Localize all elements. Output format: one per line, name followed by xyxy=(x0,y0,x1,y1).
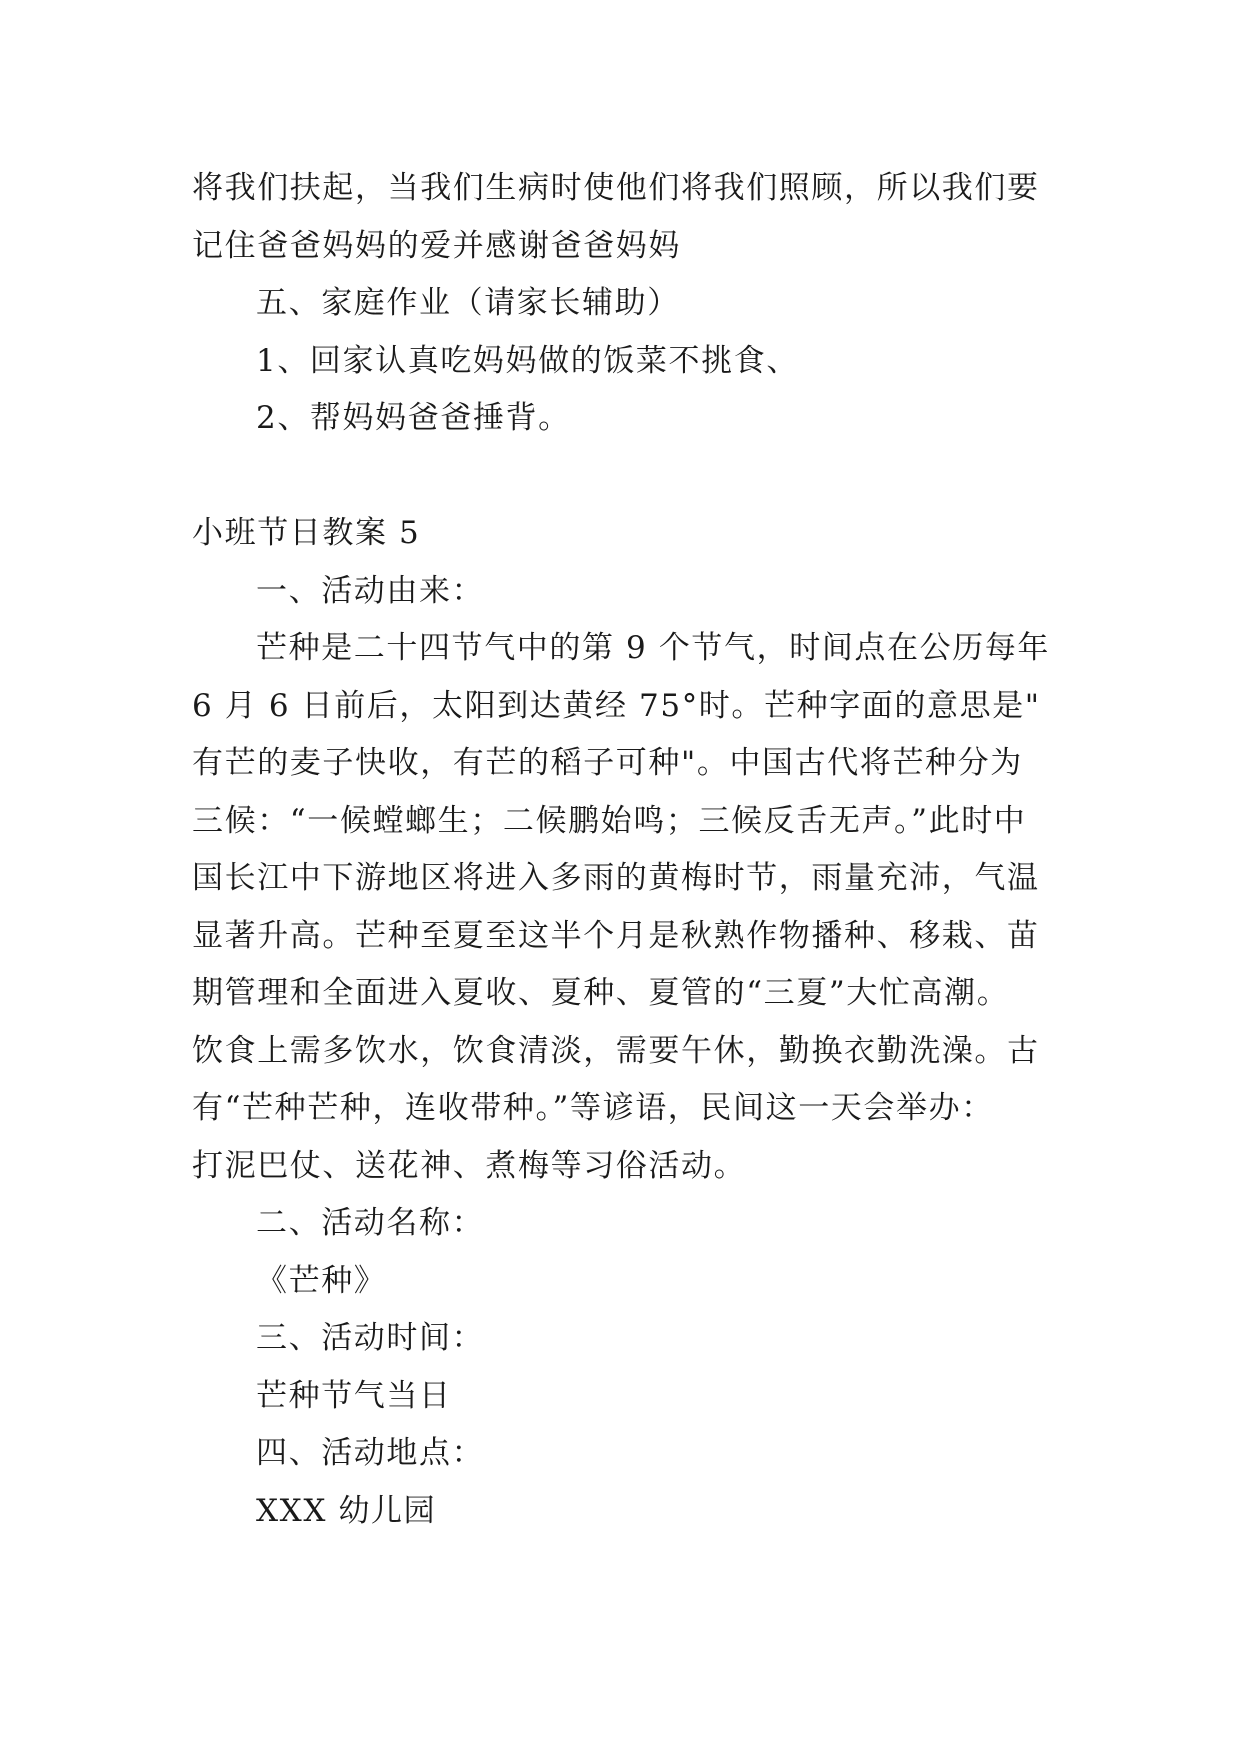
activity-name-heading: 二、活动名称： xyxy=(256,1205,485,1241)
body-text-line: 芒种是二十四节气中的第 9 个节气，时间点在公历每年 xyxy=(256,630,1051,666)
body-text-line: 6 月 6 日前后，太阳到达黄经 75°时。芒种字面的意思是" xyxy=(192,687,1041,724)
body-text-line: 记住爸爸妈妈的爱并感谢爸爸妈妈 xyxy=(192,227,681,264)
section-spacer xyxy=(192,448,1072,506)
activity-time-heading: 三、活动时间： xyxy=(256,1320,485,1356)
activity-place-heading: 四、活动地点： xyxy=(256,1435,485,1471)
homework-item: 2、帮妈妈爸爸捶背。 xyxy=(256,400,571,436)
body-text-line: 有芒的麦子快收，有芒的稻子可种"。中国古代将芒种分为 xyxy=(192,745,1023,781)
activity-name-value: 《芒种》 xyxy=(256,1262,387,1299)
body-text-line: 将我们扶起，当我们生病时使他们将我们照顾，所以我们要 xyxy=(192,170,1040,206)
homework-heading: 五、家庭作业（请家长辅助） xyxy=(256,285,680,321)
body-text-line: 三候：“一候螳螂生；二候鹏始鸣；三候反舌无声。”此时中 xyxy=(192,802,1027,839)
section-title: 小班节日教案 5 xyxy=(192,515,421,551)
origin-heading: 一、活动由来： xyxy=(256,572,485,609)
document-body xyxy=(192,160,1072,1540)
body-text-line: 有“芒种芒种，连收带种。”等谚语，民间这一天会举办： xyxy=(192,1090,994,1126)
activity-place-value: XXX 幼儿园 xyxy=(256,1492,437,1529)
body-text-line: 国长江中下游地区将进入多雨的黄梅时节，雨量充沛，气温 xyxy=(192,860,1040,896)
homework-item: 1、回家认真吃妈妈做的饭菜不挑食、 xyxy=(256,342,799,379)
body-text-line: 打泥巴仗、送花神、煮梅等习俗活动。 xyxy=(192,1147,747,1184)
activity-time-value: 芒种节气当日 xyxy=(256,1377,452,1414)
body-text-line: 显著升高。芒种至夏至这半个月是秋熟作物播种、移栽、苗 xyxy=(192,917,1040,954)
body-text-line: 期管理和全面进入夏收、夏种、夏管的“三夏”大忙高潮。 xyxy=(192,975,1010,1011)
body-text-line: 饮食上需多饮水，饮食清淡，需要午休，勤换衣勤洗澡。古 xyxy=(192,1032,1040,1069)
